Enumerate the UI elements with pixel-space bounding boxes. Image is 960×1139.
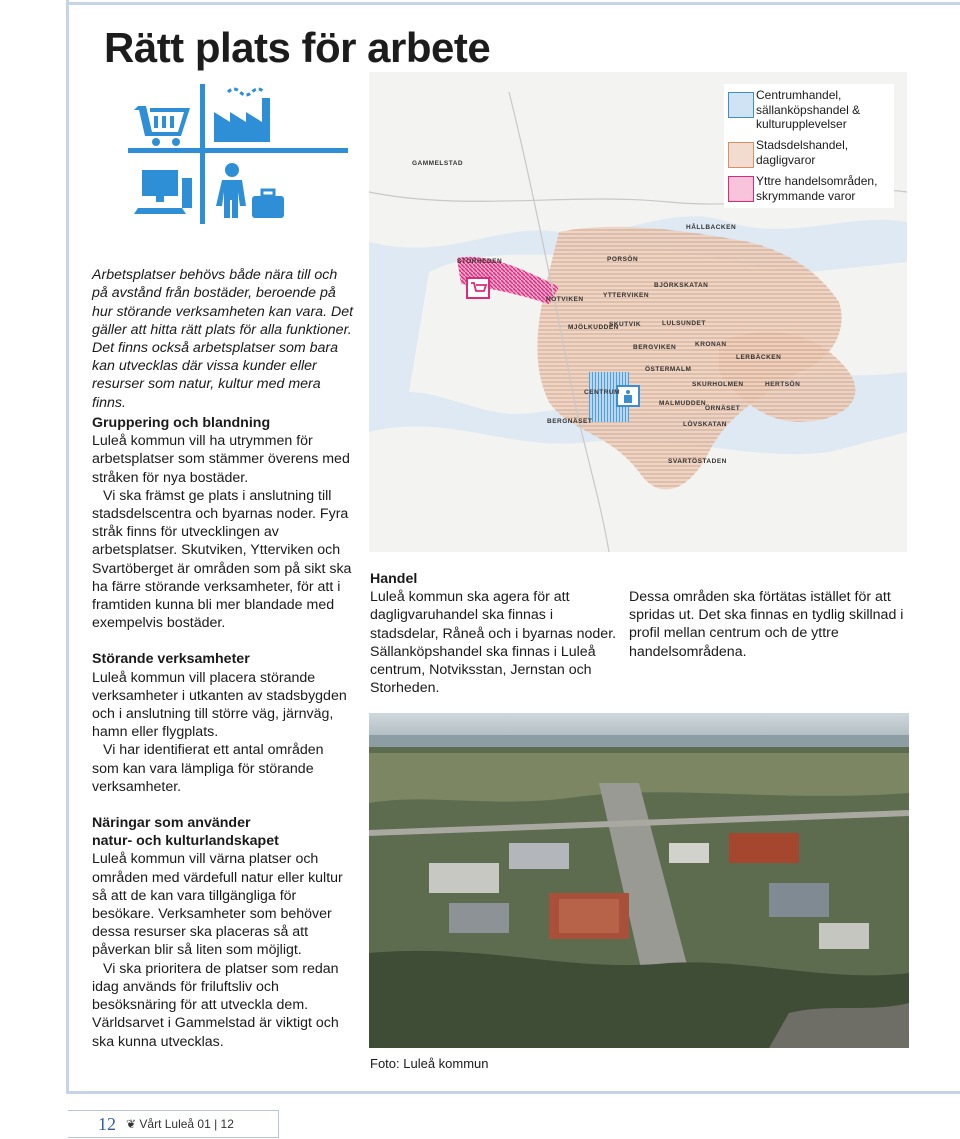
- workplace-pictogram: [128, 84, 348, 224]
- map-label: BERGVIKEN: [633, 344, 677, 351]
- left-column: [92, 414, 354, 1051]
- intro-text: Arbetsplatser behövs både nära till och på avstånd från bostäder, beroende på hur störande verksamheten kan vara. Det gäller att hitta rätt plats för alla funktioner. Det finns också arbetsplatser som bara kan utvecklas där vissa kunder eller resurser som natur, kultur med mera finns.: [92, 267, 354, 411]
- map-label: SKURHOLMEN: [692, 381, 744, 388]
- page-frame-left: [66, 0, 69, 1094]
- legend-label: Stadsdelshandel, dagligvaror: [756, 138, 849, 167]
- map-label: GAMMELSTAD: [412, 160, 464, 167]
- map-label: STORHEDEN: [457, 258, 503, 265]
- map-label: ÖSTERMALM: [645, 366, 692, 373]
- map-label: MJÖLKUDDEN: [568, 324, 619, 331]
- map-label: HERTSÖN: [765, 381, 801, 388]
- legend-label: Centrumhandel, sällanköpshandel & kulturupplevelser: [756, 88, 861, 131]
- map-legend: [724, 84, 894, 208]
- map-label: PORSÖN: [607, 256, 639, 263]
- page-frame-top: [66, 2, 960, 5]
- computer-icon: [134, 170, 192, 214]
- section-storande: [92, 650, 354, 796]
- map-label: YTTERVIKEN: [603, 292, 650, 299]
- section-naringar: [92, 814, 354, 1051]
- map-label: HÅLLBACKEN: [686, 224, 737, 231]
- map-label: LÖVSKATAN: [683, 421, 727, 428]
- page-title: Rätt plats för arbete: [104, 24, 491, 71]
- map-label: LERBÄCKEN: [736, 354, 782, 361]
- cart-icon: [134, 106, 190, 146]
- photo-caption: Foto: Luleå kommun: [370, 1056, 489, 1071]
- page-frame-bottom: [66, 1091, 960, 1094]
- map-label: ÖRNÄSET: [705, 405, 741, 412]
- cart-box-icon: [728, 176, 754, 202]
- aerial-photo-graphic: [369, 713, 909, 1048]
- person-bag-icon: [728, 92, 754, 118]
- map-label: CENTRUM: [584, 389, 620, 396]
- paragraph: Luleå kommun vill ha utrymmen för arbetsplatser som stämmer överens med stråken för nya bostäder.: [92, 433, 350, 486]
- aerial-photo: [369, 713, 909, 1048]
- heading-naringar-1: Näringar som använder: [92, 815, 251, 832]
- paragraph: Vi ska främst ge plats i anslutning till stadsdelscentra och byarnas noder. Fyra stråk finns för utvecklingen av arbetsplatser. Skutviken, Ytterviken och Svartöberget är områden som på sikt ska ha färre störande verksamheter, för att i framtiden kunna bli mer blandade med exempelvis bostäder.: [92, 487, 352, 632]
- factory-icon: [214, 89, 270, 142]
- map-label: SVARTÖSTADEN: [668, 458, 727, 465]
- paragraph: Luleå kommun vill placera störande verksamheter i utkanten av stadsbygden och i anslutning till större väg, järnväg, hamn eller flygplats.: [92, 669, 347, 741]
- paragraph: Luleå kommun ska agera för att dagligvaruhandel ska finnas i stadsdelar, Råneå och i byarnas noder. Sällanköpshandel ska finnas i Luleå centrum, Notviksstan, Jernstan och Storheden.: [370, 589, 617, 697]
- heading-storande: Störande verksamheter: [92, 651, 250, 668]
- page-footer: [68, 1110, 279, 1138]
- section-gruppering: [92, 414, 354, 632]
- page-number: 12: [98, 1113, 116, 1134]
- heading-handel: Handel: [370, 571, 418, 587]
- map-label: BJÖRKSKATAN: [654, 282, 709, 289]
- paragraph-dessa: Dessa områden ska förtätas istället för att spridas ut. Det ska finnas en tydlig skillnad i profil mellan centrum och de yttre handelsområdena.: [629, 589, 904, 660]
- map-label: BERGNÄSET: [547, 418, 593, 425]
- paragraph: Vi har identifierat ett antal områden som kan vara lämpliga för störande verksamheter.: [92, 742, 324, 795]
- legend-label: Yttre handelsområden, skrymmande varor: [756, 174, 878, 203]
- paragraph: Luleå kommun vill värna platser och områden med värdefull natur eller kultur så att de kan vara tillgängliga för besökare. Verksamheter som behöver dessa resurser ska placeras så att påverkan blir så liten som möjligt.: [92, 851, 343, 959]
- person-suitcase-icon: [216, 163, 284, 218]
- map-label: MALMUDDEN: [659, 400, 707, 407]
- cart-icon: [728, 142, 754, 168]
- map-label: LULSUNDET: [662, 320, 706, 327]
- heading-gruppering: Gruppering och blandning: [92, 415, 271, 431]
- heading-naringar-2: natur- och kulturlandskapet: [92, 833, 279, 850]
- section-handel: [370, 570, 620, 697]
- map-label: KRONAN: [695, 341, 727, 348]
- magazine-name: ❦ Vårt Luleå 01 | 12: [126, 1117, 234, 1131]
- map-label: NOTVIKEN: [546, 296, 584, 303]
- map-label: SKUTVIK: [609, 321, 642, 328]
- paragraph: Vi ska prioritera de platser som redan idag används för friluftsliv och besöksnäring för att utveckla dem. Världsarvet i Gammelstad är viktigt och ska kunna utvecklas.: [92, 960, 339, 1050]
